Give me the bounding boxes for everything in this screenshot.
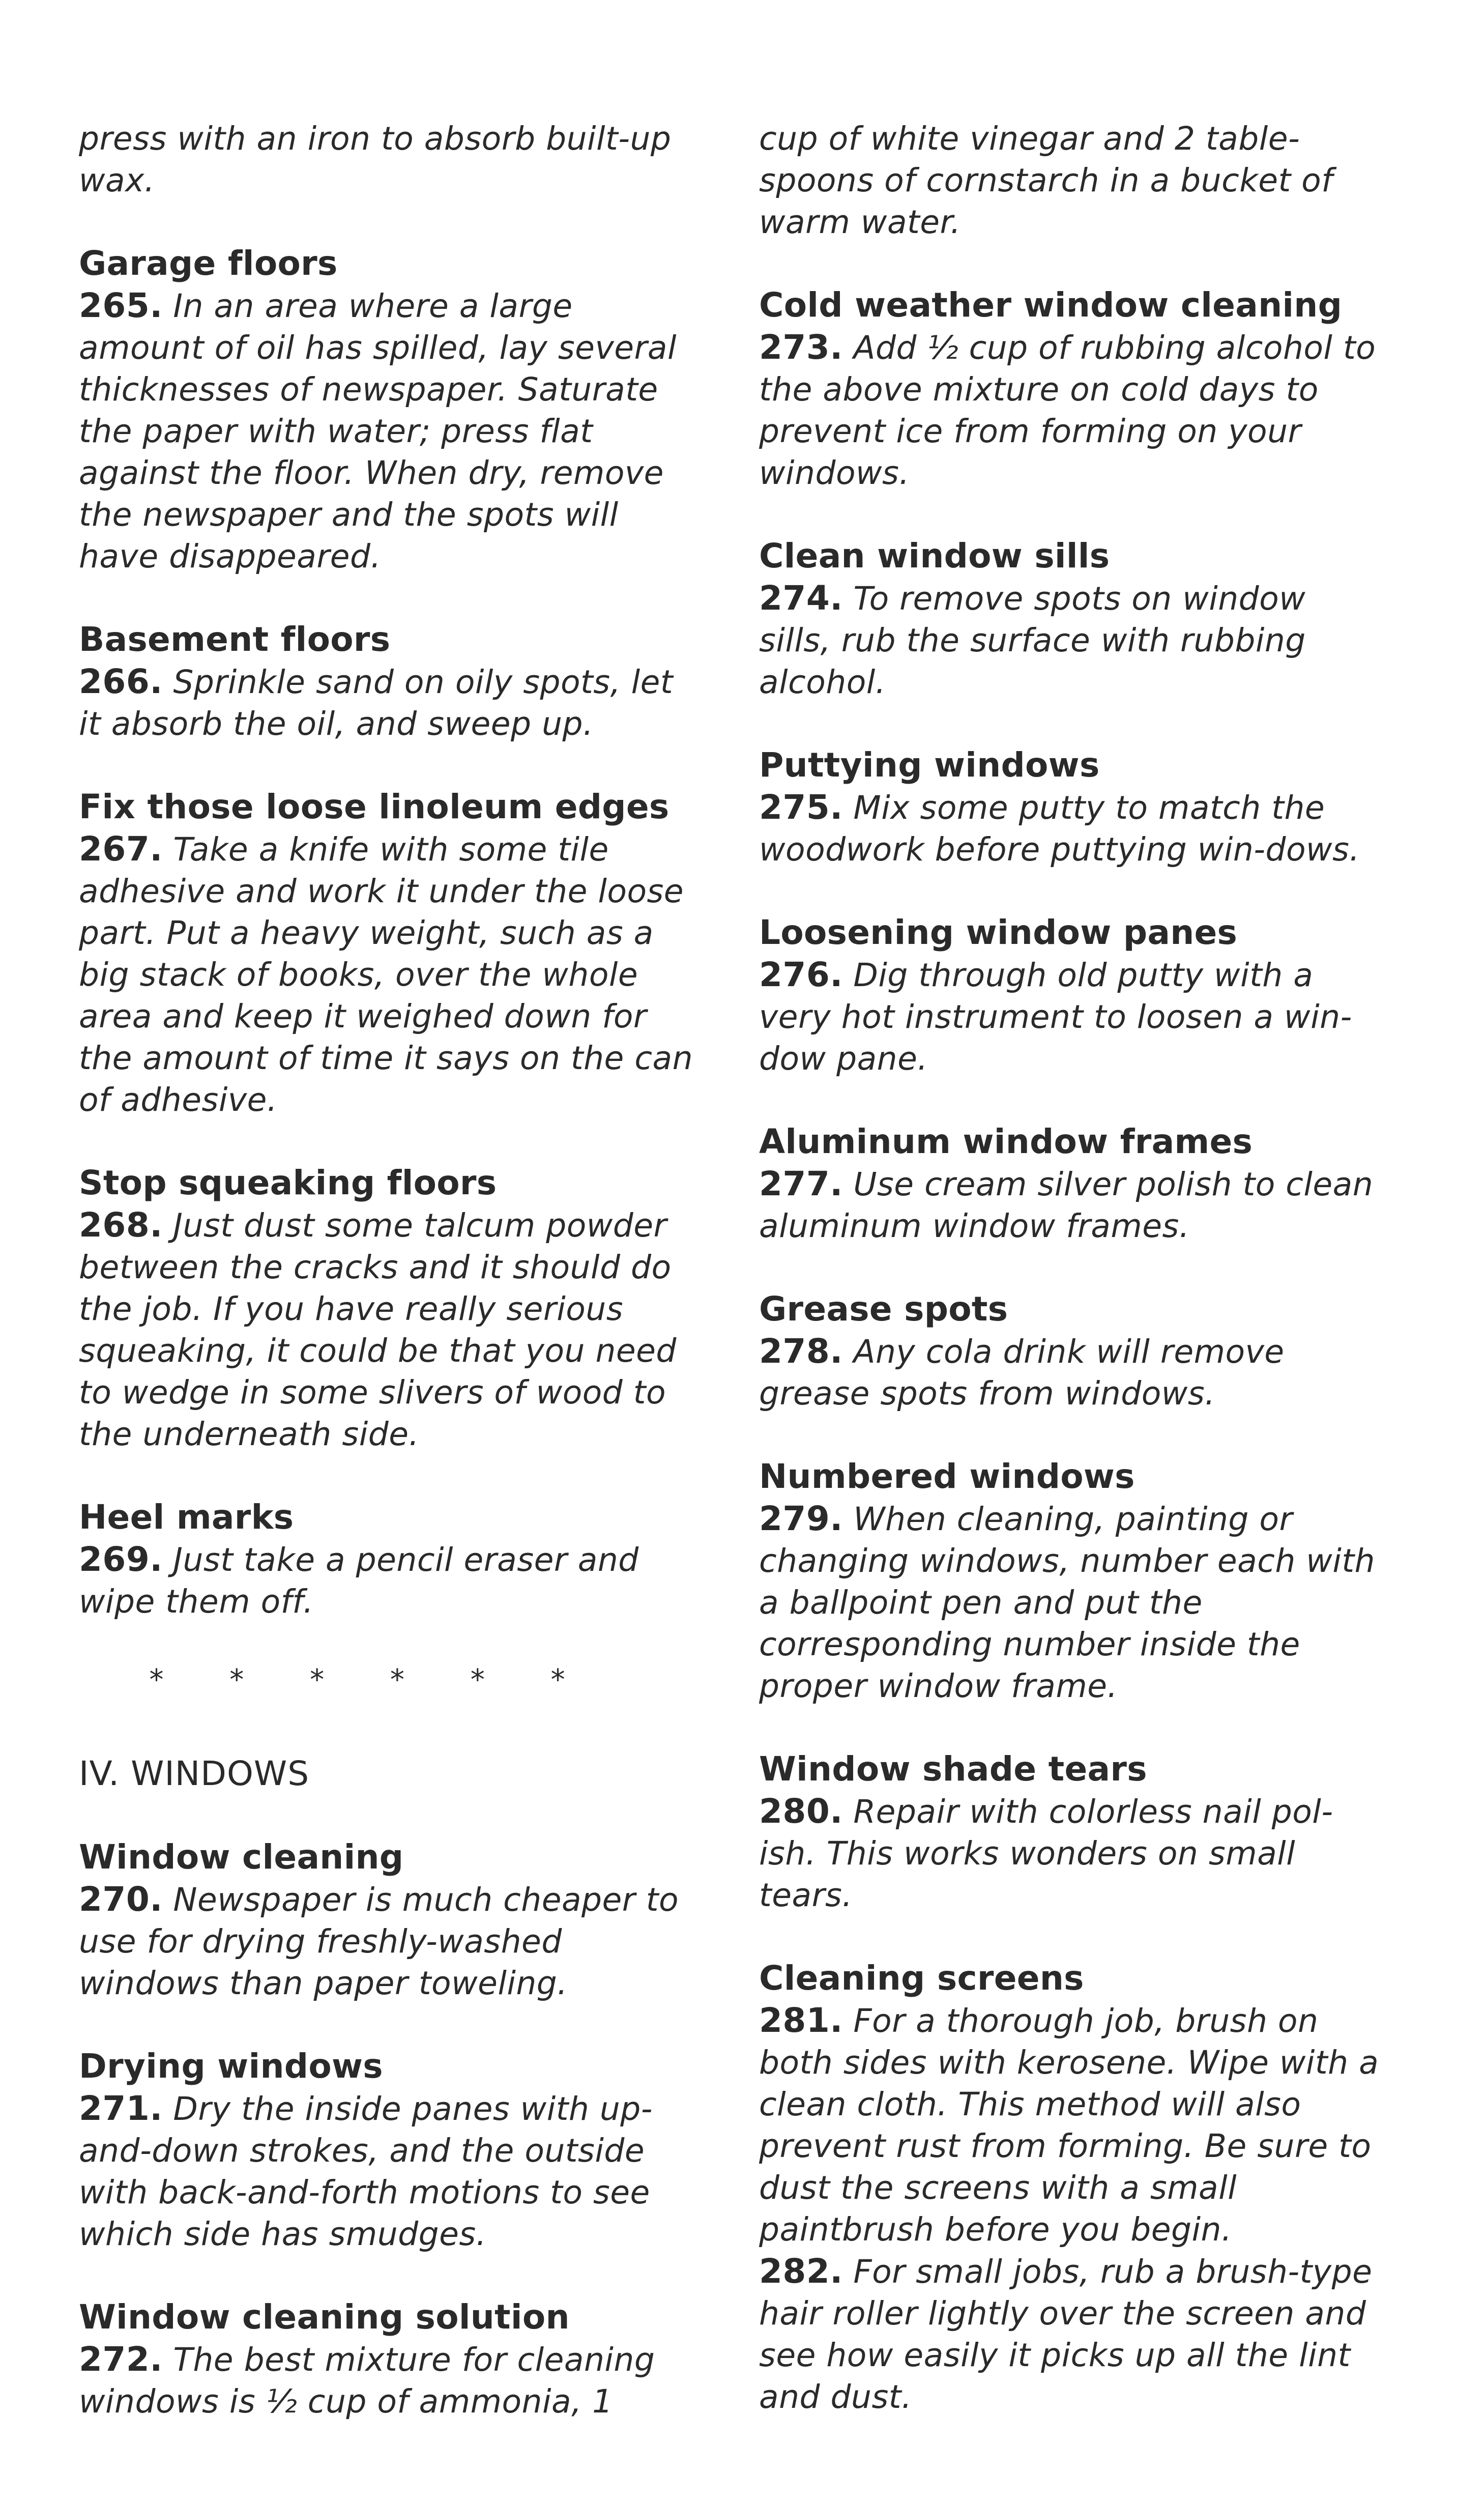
tip-text: Just dust some talcum powder between the cracks and it should do the job. If you have really serious squeaking, it could be that you need to wedge in some slivers of wood to the underneath side. (79, 1207, 677, 1453)
tip-number: 277. (759, 1164, 843, 1203)
tip-heading: Window shade tears (759, 1749, 1147, 1789)
tip-entry-270 (79, 1836, 705, 2004)
tip-text: Mix some putty to match the woodwork before puttying win-dows. (759, 789, 1360, 868)
tip-entry-272 (79, 2296, 705, 2423)
tip-number: 269. (79, 1540, 163, 1579)
section-title: IV. WINDOWS (79, 1754, 310, 1793)
tip-heading: Grease spots (759, 1289, 1008, 1329)
tip-number: 280. (759, 1792, 843, 1831)
tip-text: Newspaper is much cheaper to use for drying freshly-washed windows than paper toweling. (79, 1881, 679, 2002)
continuation-text: cup of white vinegar and 2 table-spoons of cornstarch in a bucket of warm water. (759, 120, 1333, 241)
tip-heading: Window cleaning solution (79, 2297, 570, 2337)
tip-heading: Numbered windows (759, 1457, 1135, 1496)
tip-entry-279 (759, 1455, 1385, 1707)
tip-body (79, 828, 705, 1121)
tip-heading: Garage floors (79, 244, 338, 283)
tip-text: Add ½ cup of rubbing alcohol to the above mixture on cold days to prevent ice from forming on your windows. (759, 329, 1376, 492)
tip-text: Dry the inside panes with up-and-down strokes, and the outside with back-and-forth motions to see which side has smudges. (79, 2090, 653, 2253)
tip-text: Repair with colorless nail pol-ish. This works wonders on small tears. (759, 1793, 1333, 1914)
tip-body (759, 1498, 1385, 1707)
tip-body (79, 1204, 705, 1455)
tip-number: 279. (759, 1499, 843, 1538)
tip-text: Use cream silver polish to clean aluminum window frames. (759, 1166, 1374, 1245)
tip-heading: Window cleaning (79, 1837, 404, 1877)
tip-entry-271 (79, 2045, 705, 2255)
tip-body (759, 2000, 1385, 2251)
tip-heading: Drying windows (79, 2047, 383, 2086)
tip-number: 274. (759, 579, 843, 618)
tip-heading: Clean window sills (759, 536, 1110, 576)
tip-number: 273. (759, 328, 843, 367)
tip-body (79, 1879, 705, 2004)
tip-text: The best mixture for cleaning windows is ½ cup of ammonia, 1 (79, 2341, 655, 2420)
tip-entry-277 (759, 1120, 1385, 1247)
tip-entry-266 (79, 618, 705, 745)
tip-entry-275 (759, 744, 1385, 871)
tip-entry-265 (79, 242, 705, 578)
tip-entry-269 (79, 1496, 705, 1623)
right-column (759, 118, 1385, 2418)
tip-body (79, 2088, 705, 2255)
tip-body (759, 1791, 1385, 1916)
tip-heading: Aluminum window frames (759, 1122, 1253, 1161)
tip-text: Dig through old putty with a very hot instrument to loosen a win-dow pane. (759, 957, 1352, 1077)
tip-entry-281 (759, 1957, 1385, 2418)
tip-entry-273 (759, 284, 1385, 494)
tip-text: Take a knife with some tile adhesive and work it under the loose part. Put a heavy weight, such as a big stack of books, over the whole area and keep it weighed down for the amount of time it says on the can of adhesive. (79, 831, 693, 1118)
tip-number: 281. (759, 2001, 843, 2040)
tip-body (759, 578, 1385, 703)
tip-entry-268 (79, 1162, 705, 1455)
tip-heading: Heel marks (79, 1498, 294, 1537)
tip-entry-276 (759, 911, 1385, 1080)
tip-body (759, 327, 1385, 494)
tip-heading: Basement floors (79, 620, 391, 659)
tip-entry-280 (759, 1748, 1385, 1916)
section-separator: * * * * * * (149, 1663, 594, 1697)
tip-body (759, 1163, 1385, 1247)
tip-heading: Loosening window panes (759, 913, 1238, 952)
tip-body (759, 954, 1385, 1080)
tip-text: Sprinkle sand on oily spots, let it absorb the oil, and sweep up. (79, 664, 674, 742)
continuation-text: press with an iron to absorb built-up wax. (79, 120, 672, 199)
tip-text: When cleaning, painting or changing windows, number each with a ballpoint pen and put the corresponding number inside the proper window frame. (759, 1501, 1375, 1705)
tip-body (759, 2251, 1385, 2418)
tip-number: 265. (79, 286, 163, 325)
tip-heading: Fix those loose linoleum edges (79, 787, 670, 826)
tip-text: To remove spots on window sills, rub the surface with rubbing alcohol. (759, 580, 1306, 701)
tip-heading: Cold weather window cleaning (759, 285, 1343, 325)
tip-number: 276. (759, 955, 843, 994)
tip-heading: Puttying windows (759, 745, 1100, 785)
tip-number: 268. (79, 1205, 163, 1245)
tip-text: Any cola drink will remove grease spots from windows. (759, 1333, 1285, 1412)
tip-number: 267. (79, 829, 163, 869)
tip-number: 282. (759, 2252, 843, 2291)
tip-body (759, 1331, 1385, 1415)
tip-body (79, 2339, 705, 2423)
tip-heading: Cleaning screens (759, 1959, 1084, 1998)
tip-text: In an area where a large amount of oil has spilled, lay several thicknesses of newspaper. Saturate the paper with water; press flat against the floor. When dry, remove the newspaper and the spots will have disappeared. (79, 288, 677, 575)
left-column (79, 118, 705, 2423)
tip-body (79, 661, 705, 745)
tip-text: For a thorough job, brush on both sides with kerosene. Wipe with a clean cloth. This method will also prevent rust from forming. Be sure to dust the screens with a small paintbrush before you begin. (759, 2002, 1379, 2248)
tip-entry-274 (759, 535, 1385, 703)
tip-text: For small jobs, rub a brush-type hair roller lightly over the screen and see how easily it picks up all the lint and dust. (759, 2253, 1373, 2416)
tip-number: 271. (79, 2089, 163, 2128)
tip-number: 266. (79, 662, 163, 701)
tip-body (759, 787, 1385, 871)
tip-number: 270. (79, 1880, 163, 1919)
tip-body (79, 285, 705, 578)
tip-entry-267 (79, 786, 705, 1121)
tip-text: Just take a pencil eraser and wipe them off. (79, 1541, 639, 1620)
tip-heading: Stop squeaking floors (79, 1163, 497, 1202)
tip-number: 272. (79, 2340, 163, 2379)
tip-number: 278. (759, 1332, 843, 1371)
tip-entry-278 (759, 1288, 1385, 1415)
tip-number: 275. (759, 788, 843, 827)
tip-body (79, 1539, 705, 1623)
